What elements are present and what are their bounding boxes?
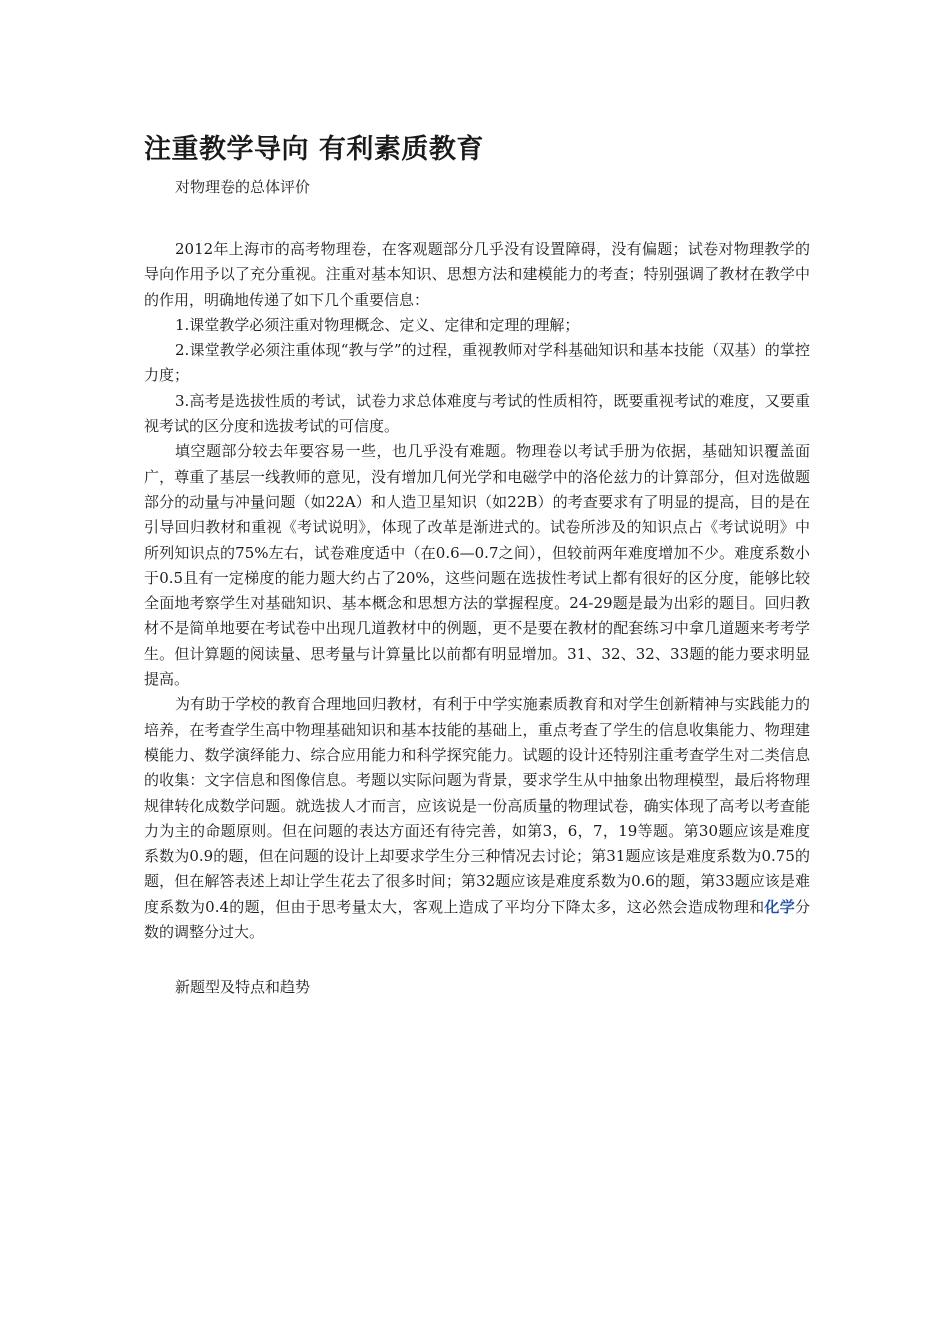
paragraph-point-2: 2.课堂教学必须注重体现“教与学”的过程，重视教师对学科基础知识和基本技能（双基）的掌控力度； (144, 341, 810, 385)
article-subtitle: 对物理卷的总体评价 (175, 178, 311, 196)
paragraph-text-after-link: 分数的调整分过大。 (144, 897, 810, 942)
document-page (144, 130, 810, 1001)
paragraph-intro: 2012年上海市的高考物理卷，在客观题部分几乎没有设置障碍，没有偏题；试卷对物理教学的导向作用予以了充分重视。注重对基本知识、思想方法和建模能力的考查；特别强调了教材在教学中的作用，明确地传递了如下几个重要信息： (144, 240, 810, 309)
paragraph-quality-analysis (144, 692, 810, 945)
chemistry-link[interactable]: 化学 (764, 897, 795, 916)
paragraph-point-3: 3.高考是选拔性质的考试，试卷力求总体难度与考试的性质相符，既要重视考试的难度，又要重视考试的区分度和选拔考试的可信度。 (144, 391, 810, 436)
section-heading: 新题型及特点和趋势 (175, 978, 311, 997)
article-title: 注重教学导向 有利素质教育 (144, 134, 484, 165)
paragraph-fill-in-analysis: 填空题部分较去年要容易一些，也几乎没有难题。物理卷以考试手册为依据，基础知识覆盖面广，尊重了基层一线教师的意见，没有增加几何光学和电磁学中的洛伦兹力的计算部分，但对选做题部分的动量与冲量问题（如22A）和人造卫星知识（如22B）的考查要求有了明显的提高，目的是在引导回归教材和重视《考试说明》，体现了改革是渐进式的。试卷所涉及的知识点占《考试说明》中所列知识点的75%左右，试卷难度适中（在0.6—0.7之间），但较前两年难度增加不少。难度系数小于0.5且有一定梯度的能力题大约占了20%，这些问题在选拔性考试上都有很好的区分度，能够比较全面地考察学生对基础知识、基本概念和思想方法的掌握程度。24-29题是最为出彩的题目。回归教材不是简单地要在考试卷中出现几道教材中的例题，更不是要在教材的配套练习中拿几道题来考考学生。但计算题的阅读量、思考量与计算量比以前都有明显增加。31、32、32、33题的能力要求明显提高。 (144, 442, 810, 689)
paragraph-point-1: 1.课堂教学必须注重对物理概念、定义、定律和定理的理解； (175, 315, 580, 334)
paragraph-text-before-link: 为有助于学校的教育合理地回归教材，有利于中学实施素质教育和对学生创新精神与实践能力的培养，在考查学生高中物理基础知识和基本技能的基础上，重点考查了学生的信息收集能力、物理建模能力、数学演绎能力、综合应用能力和科学探究能力。试题的设计还特别注重考查学生对二类信息的收集：文字信息和图像信息。考题以实际问题为背景，要求学生从中抽象出物理模型，最后将物理规律转化成数学问题。就选拔人才而言，应该说是一份高质量的物理试卷，确实体现了高考以考查能力为主的命题原则。但在问题的表达方面还有待完善，如第3，6，7，19等题。第30题应该是难度系数为0.9的题，但在问题的设计上却要求学生分三种情况去讨论；第31题应该是难度系数为0.75的题，但在解答表述上却让学生花去了很多时间；第32题应该是难度系数为0.6的题，第33题应该是难度系数为0.4的题，但由于思考量太大，客观上造成了平均分下降太多，这必然会造成物理和 (144, 695, 810, 916)
